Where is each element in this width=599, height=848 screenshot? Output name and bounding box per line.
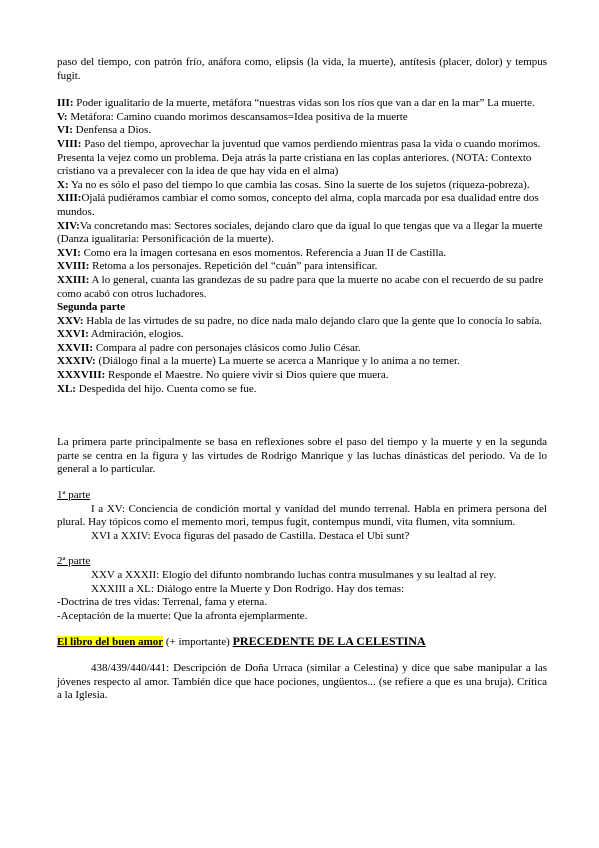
stanzas-list <box>57 97 547 301</box>
stanza-entry <box>57 124 547 138</box>
parte2-line2: XXXIII a XL: Diálogo entre la Muerte y Don Rodrigo. Hay dos temas: <box>91 582 405 595</box>
stanza-number: X: <box>57 178 69 191</box>
stanza-number: XIV: <box>57 219 80 232</box>
stanza-number: III: <box>57 97 74 110</box>
libro-title: El libro del buen amor <box>57 636 164 649</box>
stanza-text: Como era la imagen cortesana en esos momentos. Referencia a Juan II de Castilla. <box>80 246 447 259</box>
segunda-parte-heading <box>57 301 547 315</box>
spacer <box>57 650 547 662</box>
stanza-text: (Diálogo final a la muerte) La muerte se acerca a Manrique y lo anima a no temer. <box>95 355 460 368</box>
stanzas-list-2 <box>57 315 547 397</box>
stanza-entry <box>57 220 547 247</box>
segunda-parte-heading-text: Segunda parte <box>57 301 126 314</box>
stanza-entry <box>57 328 547 342</box>
stanza-entry <box>57 192 547 219</box>
stanza-number: XVI: <box>57 246 81 259</box>
stanza-text: Metáfora: Camino cuando morimos descansamos=Idea positiva de la muerte <box>67 110 408 123</box>
stanza-text: Responde el Maestre. No quiere vivir si Dios quiere que muera. <box>105 369 389 382</box>
stanza-entry <box>57 383 547 397</box>
stanza-text: A lo general, cuanta las grandezas de su padre para que la muerte no acabe con el recuerdo de su padre como acabó con otros luchadores. <box>57 273 544 300</box>
libro-paragraph <box>57 662 547 703</box>
stanza-number: XXIII: <box>57 273 90 286</box>
stanza-entry <box>57 342 547 356</box>
stanza-text: Retoma a los personajes. Repetición del “cuán” para intensificar. <box>89 260 378 273</box>
stanza-entry <box>57 111 547 125</box>
stanza-number: VIII: <box>57 137 82 150</box>
parte1-line1-text: I a XV: Conciencia de condición mortal y vanidad del mundo terrenal. Habla en primera persona del plural. Hay tópicos como el memento mori, tempus fugit, contempus mundi, vita flumen, vita somnium. <box>57 502 547 529</box>
parte1-line2: XVI a XXIV: Evoca figuras del pasado de Castilla. Destaca el Ubi sunt? <box>91 529 410 542</box>
stanza-number: XXXVIII: <box>57 369 106 382</box>
stanza-number: XXXIV: <box>57 355 96 368</box>
stanza-number: XL: <box>57 382 76 395</box>
stanza-text: Va concretando mas: Sectores sociales, dejando claro que da igual lo que tengas que va a llegar la muerte (Danza igualitaria: Personificación de la muerte). <box>57 219 543 246</box>
stanza-text: Ya no es sólo el paso del tiempo lo que cambia las cosas. Sino la suerte de los sujetos (riqueza-pobreza). <box>68 178 530 191</box>
stanza-number: XXVI: <box>57 328 89 341</box>
stanza-entry <box>57 138 547 179</box>
spacer <box>57 83 547 97</box>
stanza-entry <box>57 179 547 193</box>
stanza-text: Admiración, elogios. <box>88 328 184 341</box>
parte2-heading <box>57 555 547 569</box>
parte2-line1: XXV a XXXII: Elogio del difunto nombrando luchas contra musulmanes y su lealtad al rey. <box>91 569 497 581</box>
spacer <box>57 477 547 489</box>
stanza-entry <box>57 355 547 369</box>
stanza-text: Despedida del hijo. Cuenta como se fue. <box>75 382 257 395</box>
stanza-number: XXVII: <box>57 341 94 354</box>
parte1-heading-text: 1ª parte <box>57 489 91 502</box>
spacer <box>57 543 547 555</box>
summary-paragraph: La primera parte principalmente se basa en reflexiones sobre el paso del tiempo y la muerte y en la segunda parte se centra en la figura y las virtudes de Rodrigo Manrique y las luchas dinásticas del periodo. Va de lo general a lo particular. <box>57 436 547 476</box>
stanza-entry <box>57 274 547 301</box>
libro-note: (+ importante) <box>163 636 233 649</box>
stanza-entry <box>57 315 547 329</box>
stanza-text: Compara al padre con personajes clásicos como Julio César. <box>93 341 361 354</box>
stanza-entry <box>57 369 547 383</box>
stanza-number: XXV: <box>57 314 84 327</box>
libro-text: 438/439/440/441: Descripción de Doña Urraca (similar a Celestina) y dice que sabe manipular a las jóvenes respecto al amor. También dice que hace pociones, ungüentos... (se refiere a que es una bruja). Crítica a la Iglesia. <box>57 661 547 702</box>
parte2-heading-text: 2ª parte <box>57 555 91 568</box>
stanza-entry <box>57 247 547 261</box>
stanza-number: VI: <box>57 124 73 137</box>
stanza-text: Habla de las virtudes de su padre, no dice nada malo dejando claro que la gente que lo conocía lo sabía. <box>83 314 542 327</box>
stanza-number: XIII: <box>57 192 82 205</box>
stanza-number: V: <box>57 110 68 123</box>
libro-heading <box>57 635 547 650</box>
stanza-text: Ojalá pudiéramos cambiar el como somos, concepto del alma, copla marcada por esa dualidad entre dos mundos. <box>57 192 539 218</box>
document-page <box>57 56 547 703</box>
parte2-line3: -Doctrina de tres vidas: Terrenal, fama y eterna. <box>57 596 268 609</box>
spacer <box>57 396 547 436</box>
stanza-entry <box>57 260 547 274</box>
parte2-line4: -Aceptación de la muerte: Que la afronta ejemplarmente. <box>57 609 308 622</box>
intro-paragraph: paso del tiempo, con patrón frío, anáfora como, elipsis (la vida, la muerte), antítesis (placer, dolor) y tempus fugit. <box>57 56 547 82</box>
parte1-heading <box>57 489 547 503</box>
stanza-number: XVIII: <box>57 260 90 273</box>
stanza-text: Denfensa a Dios. <box>72 124 152 137</box>
stanza-entry <box>57 97 547 111</box>
libro-precedente: PRECEDENTE DE LA CELESTINA <box>232 634 426 649</box>
stanza-text: Poder igualitario de la muerte, metáfora “nuestras vidas son los ríos que van a dar en la mar” La muerte. <box>73 97 535 110</box>
stanza-text: Paso del tiempo, aprovechar la juventud que vamos perdiendo mientras pasa la vida o cuando morimos. Presenta la vejez como un problema. Deja atrás la parte cristiana en las coplas anteriores. (NOTA: Contexto cristiano va a prevalecer con la idea de que hay vida en el alma) <box>57 137 541 178</box>
parte1-line1 <box>57 503 547 530</box>
